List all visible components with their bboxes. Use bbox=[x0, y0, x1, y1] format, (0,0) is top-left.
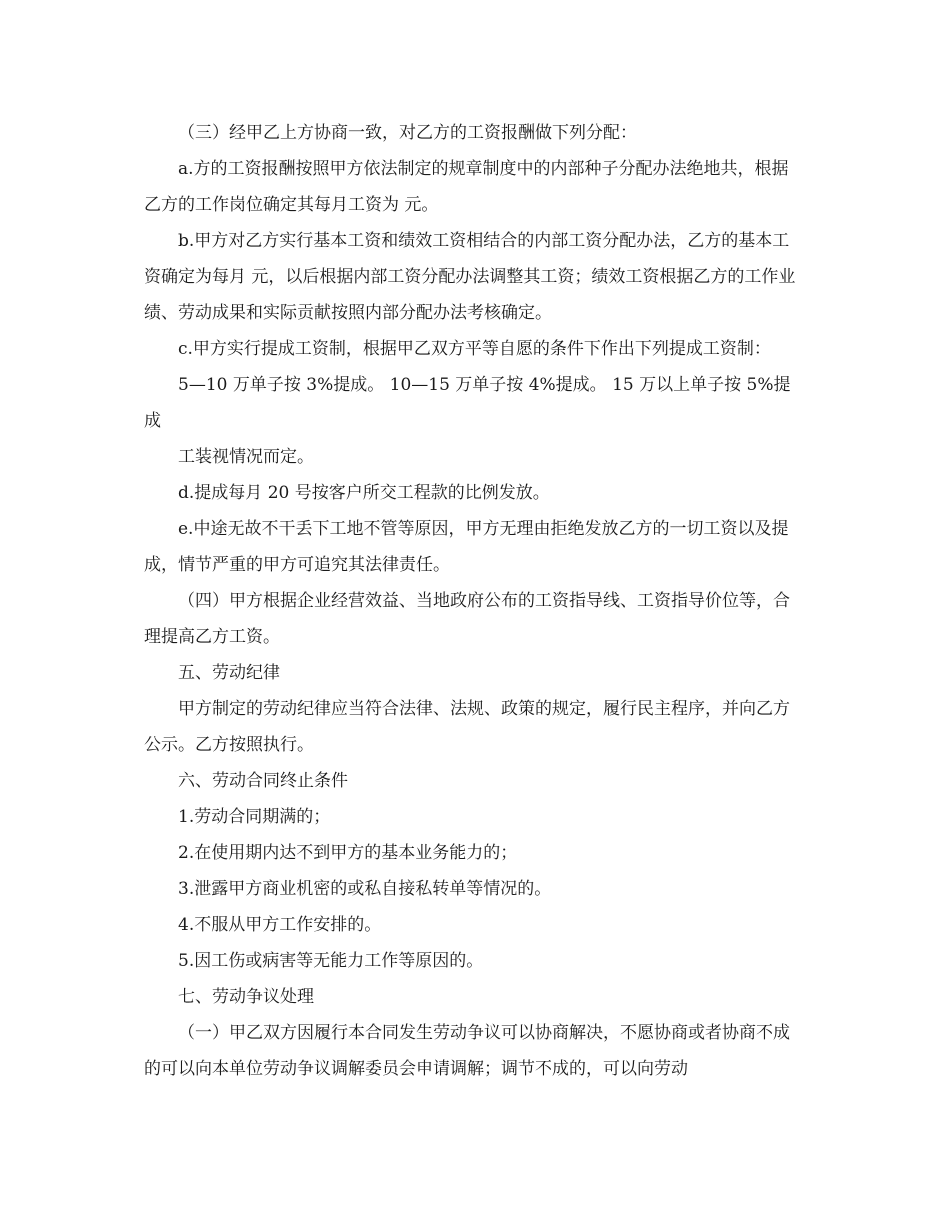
section-heading-termination: 六、劳动合同终止条件 bbox=[178, 771, 348, 791]
section-heading-labor-discipline: 五、劳动纪律 bbox=[178, 663, 280, 683]
paragraph-dispute-resolution: （一）甲乙双方因履行本合同发生劳动争议可以协商解决，不愿协商或者协商不成的可以向本单位劳动争议调解委员会申请调解；调节不成的，可以向劳动 bbox=[144, 1023, 790, 1079]
list-item-termination-1: 1.劳动合同期满的； bbox=[178, 807, 331, 827]
document-body bbox=[144, 115, 804, 1087]
paragraph-item-b: b.甲方对乙方实行基本工资和绩效工资相结合的内部工资分配办法，乙方的基本工资确定为每月 元，以后根据内部工资分配办法调整其工资；绩效工资根据乙方的工作业绩、劳动成果和实际贡献按照内部分配办法考核确定。 bbox=[144, 231, 796, 323]
list-item-termination-3: 3.泄露甲方商业机密的或私自接私转单等情况的。 bbox=[178, 879, 552, 899]
paragraph-item-a: a.方的工资报酬按照甲方依法制定的规章制度中的内部种子分配办法绝地共，根据乙方的工作岗位确定其每月工资为 元。 bbox=[144, 159, 789, 215]
paragraph-salary-arrangement: （三）经甲乙上方协商一致，对乙方的工资报酬做下列分配： bbox=[178, 123, 637, 143]
paragraph-item-c: c.甲方实行提成工资制，根据甲乙双方平等自愿的条件下作出下列提成工资制： bbox=[178, 339, 771, 359]
list-item-termination-5: 5.因工伤或病害等无能力工作等原因的。 bbox=[178, 951, 484, 971]
paragraph-commission-rates: 5—10 万单子按 3%提成。 10—15 万单子按 4%提成。 15 万以上单子按 5%提成 bbox=[144, 375, 791, 431]
paragraph-uniform: 工装视情况而定。 bbox=[178, 447, 314, 467]
paragraph-item-e: e.中途无故不干丢下工地不管等原因，甲方无理由拒绝发放乙方的一切工资以及提成，情节严重的甲方可追究其法律责任。 bbox=[144, 519, 789, 575]
list-item-termination-4: 4.不服从甲方工作安排的。 bbox=[178, 915, 382, 935]
paragraph-item-d: d.提成每月 20 号按客户所交工程款的比例发放。 bbox=[178, 483, 550, 503]
section-heading-dispute: 七、劳动争议处理 bbox=[178, 987, 314, 1007]
paragraph-labor-discipline: 甲方制定的劳动纪律应当符合法律、法规、政策的规定，履行民主程序，并向乙方公示。乙方按照执行。 bbox=[144, 699, 790, 755]
list-item-termination-2: 2.在使用期内达不到甲方的基本业务能力的； bbox=[178, 843, 518, 863]
paragraph-salary-increase: （四）甲方根据企业经营效益、当地政府公布的工资指导线、工资指导价位等，合理提高乙方工资。 bbox=[144, 591, 790, 647]
